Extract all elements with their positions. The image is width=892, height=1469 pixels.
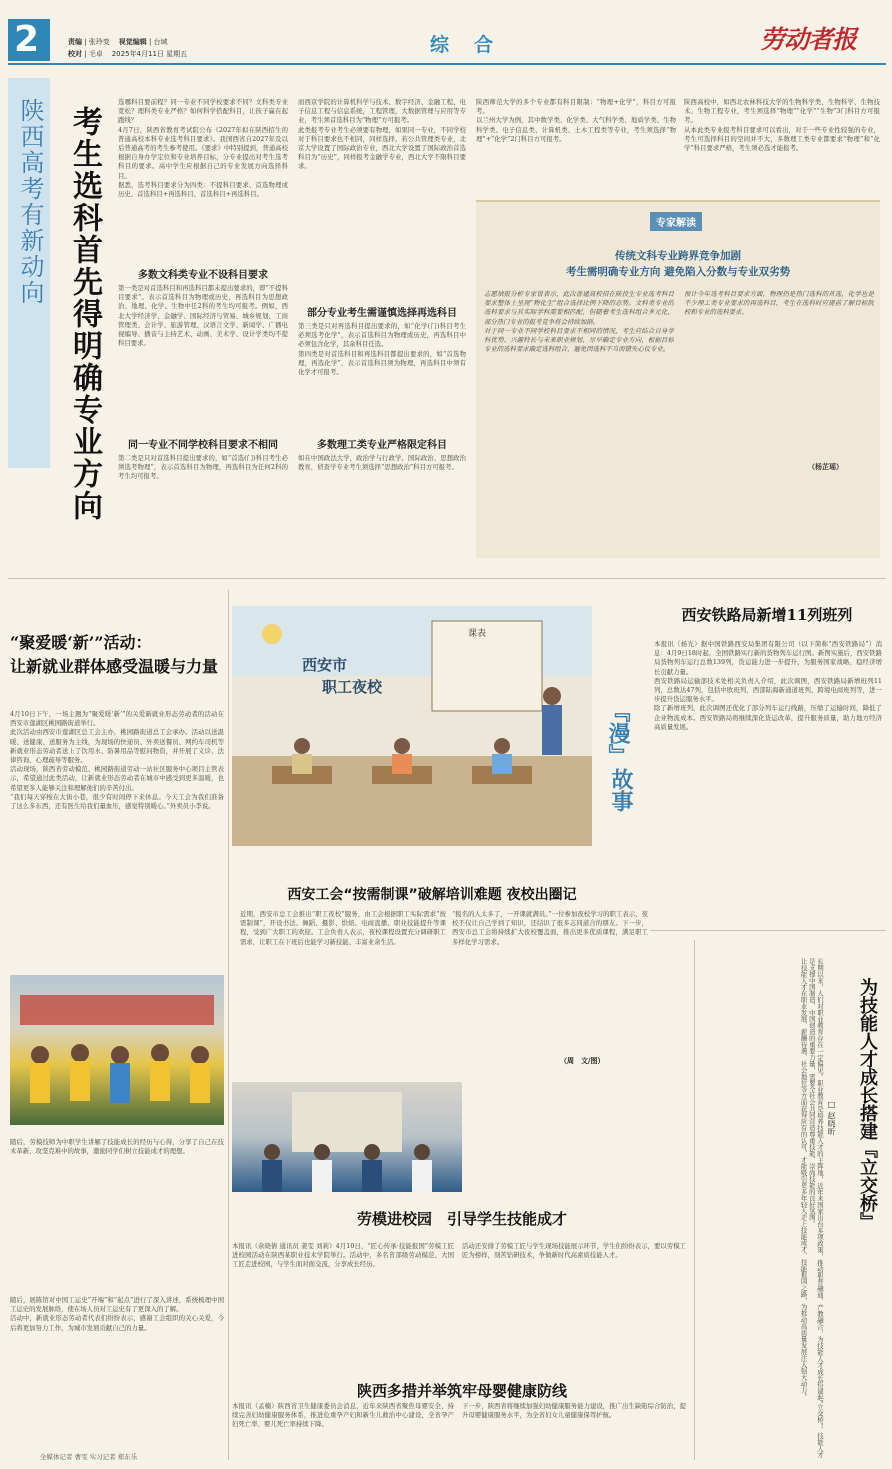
school-photo [232,1082,462,1192]
masthead-logo: 劳动者报 [760,25,857,54]
bottom-left-para: 活动中，新就业形态劳动者代表们纷纷表示，感谢工会组织的关心关爱，今后将更加努力工作，为城市发展贡献自己的力量。 [10,1314,224,1332]
top-feature [8,78,884,568]
col1-para: 4月7日，陕西省教育考试院公布《2027年拟在陕西招生的普通高校本科专业选考科目要求》。我国西省自2027年及以后普通高考的考生参考使用。《要求》中特别提到，普通高校根据自身办学定位和专业培养目标，分专业提出对考生选考科目的要求。高中学生应根据自己的专业发展方向选择科目。 [118,125,288,180]
volunteer-photo [10,975,224,1125]
bottom-left-byline: 全媒体记者 曹雯 实习记者 郑东乐 [40,1453,138,1461]
visual-name: 台域 [153,38,168,46]
col1-para: 第二类是只对首选科目提出要求的，如“首选(门)科目考生必须选考物理”，表示首选科目为物理，再选科目为任何2科的考生均可报考。 [118,454,288,481]
editor-name: 张玲变 [88,38,110,46]
col1-para: 选哪科目要前程？同一专业不同学校要求不同？文科类专业宽松？理科类专业严格？如何科学搭配科目，让孩子赢在起跑线？ [118,98,288,125]
column-rule [228,590,229,1460]
classroom-drawing [232,606,592,846]
railway-para: 西安铁路局运输部技术处相关负责人介绍，此次调图，西安铁路局新增班列11列，总数达47列，包括中欧班列、西部陆海新通道班列、跨境电商班列等，进一步提升货运服务水平。 [654,676,882,704]
col2-para: 而西京学院的计算机科学与技术、数字经济、金融工程、电子信息工程与信息系统，工程管理，大数据管理与应用等专业，考生须首选科目为“物理”方可报考。 [298,98,466,125]
column-rule [650,930,886,931]
health-para: 下一步，陕西省将继续加强妇幼健康服务能力建设，推广出生缺陷综合防治，提升母婴健康服务水平，为全省妇女儿童健康保驾护航。 [462,1402,686,1420]
sign-left: 西安市 [302,656,348,674]
opinion-para: 长期以来，人们对职业教育存在一定偏见。职业教育是培养技能人才的主阵地，近年来国家出台多项政策，推动职普融通、产教融合，为技能人才成长搭建起“立交桥”。技能人才是支撑中国制造、中国创造的重要力量，需要全社会共同营造尊重技能、崇尚技能的良好氛围。 [807,958,824,1458]
col2-para: 第三类是只对再选科目提出要求的，如“化学(门)科目考生必须选考化学”，表示首选科目为物理或历史，再选科目中必须包含化学，其余科目任选。 [298,322,466,349]
left-title-1: “聚爱暖‘新’”活动： [10,633,152,652]
subhead-3: 部分专业考生需谨慎选择再选科目 [307,308,457,319]
manhua-tag-1: 『漫』 [605,700,630,766]
health-title: 陕西多措并举筑牢母婴健康防线 [356,1382,567,1400]
expert-title-2: 考生需明确专业方向 避免陷入分数与专业双劣势 [565,266,791,278]
opinion-para: 让技能人才在职业发展、薪酬待遇、社会地位等方面获得应有的认可，才能吸引更多年轻人走上技能成才、技能报国之路，为推动高质量发展注入强大动力。 [799,958,808,1400]
manhua-para: “报名的人太多了，一开课就满员。”一位参加夜校学习的职工表示，夜校不仅让自己学到了知识，还结识了很多志同道合的朋友。下一步，西安市总工会将持续扩大夜校覆盖面，推出更多优质课程，满足职工多样化学习需求。 [452,910,648,946]
editor-label: 责编 [68,38,82,46]
col2-para: 第四类是对首选科目和再选科目都提出要求的，如“首选物理，再选化学”，表示首选科目须为物理，再选科目中须有化学才可报考。 [298,349,466,377]
left-para: 此次活动由西安市莲湖区总工会主办，桃园路街道总工会承办。活动以送温暖、送健康、送服务为主线，为现场的快递员、外卖送餐员、网约车司机等新就业形态劳动者送上了饮用水、防暑用品等慰问物资，并开展了义诊、法律咨询、心理疏导等服务。 [10,728,224,765]
expert-tag: 专家解读 [650,212,702,231]
manhua-para: 近期，西安市总工会推出“职工夜校”服务，由工会根据职工实际需求“按需制课”，开设书法、舞蹈、摄影、烘焙、电商直播、职业技能提升等课程，受到广大职工的欢迎。工会负责人表示，夜校课程设置充分调研职工需求，让职工在下班后也能学习新技能、丰富业余生活。 [240,910,446,946]
manhua-tag-2: 故事 [608,768,633,812]
subhead-2: 同一专业不同学校科目要求不相同 [128,440,278,451]
school-para: 本报讯（余晓倩 通讯员 姜雯 刘莉）4月10日，“匠心传承·技能报国”劳模工匠进校园活动在陕西某职业技术学院举行。活动中，多名省部级劳动模范、大国工匠走进校园，与学生面对面交流，分享成长经历。 [232,1242,454,1269]
board-label: 课表 [468,629,487,639]
col3-para: 陕西师范大学的多个专业都有科目限制：“物理+化学”，科目方可报考。 [476,98,676,116]
section-title: 综 合 [430,34,497,56]
left-title-2: 让新就业群体感受温暖与力量 [10,657,219,676]
left-para: 活动现场，陕西省劳动模范、桃园路街道劳动一站社区服务中心项目主管表示，希望通过此类活动，让新就业形态劳动者在城市中感受到更多温暖，也希望更多人能够关注和理解他们的辛苦付出。 [10,765,224,792]
column-rule [694,940,695,1460]
school-para: 随后，劳模技师为中职学生讲解了技能成长的经历与心得，分享了自己在技术革新、攻坚克难中的故事，激励同学们树立技能成才的理想。 [10,1138,224,1156]
opinion-author: □ 赵晓昕 [827,1100,836,1136]
col2-para: 此类报考专业考生必须要有物理，如果同一专业，不同学校对于科目要求也不相同，同样选择，若公共管理类专业，北京大学设置了国际政治专业，西北大学设置了国际政治首选科目为“历史”，同样报考金融学专业，西北大学不限科目要求。 [298,125,466,171]
issue-date: 2025年4月11日 星期五 [111,50,188,58]
left-para: 4月10日下午，一场主题为“聚爱暖‘新’”的关爱新就业形态劳动者的活动在西安市莲湖区桃园路街道举行。 [10,710,224,728]
expert-para: 志愿填报分析专家曾表示，此次普通高校招在陕投生专业选考科目要求整体上呈现“物化生”组合选择比例下降的态势。文科类专业的选科要求与其实际学科需要相匹配，但随着考生选科组合多元化，部分热门专业的报考竞争将会持续加剧。 [484,290,674,326]
railway-para: 本报讯（杨光）据中国铁路西安局集团有限公司（以下简称“西安铁路局”）消息：4月9日18时起，全国铁路实行新的货物列车运行图。新图实施后，西安铁路局货物列车运行总数139列，货运能力进一步提升，为服务国家战略、稳经济增长贡献力量。 [654,640,882,676]
page-number: 2 [14,19,40,60]
opinion-title: 为技能人才成长搭建『立交桥』 [857,978,878,1230]
kicker: 陕西高考有新动向 [16,98,44,306]
school-para: 活动还安排了劳模工匠与学生现场技能展示环节，学生们纷纷表示，要以劳模工匠为榜样，刻苦钻研技术，争做新时代高素质技能人才。 [462,1242,686,1260]
col4-para: 从本此类专业报考科目要求可以看出，对于一些专业性较强的专业，考生可选择科目的空间并不大，多数理工类专业都要求“物理”和“化学”科目要求严格，考生须必选才能报考。 [684,125,880,153]
school-photo-people [232,1082,462,1192]
proof-label: 校对 [68,50,82,58]
left-para: “我们每天穿梭在大街小巷，很少有时间停下来休息。今天工会为我们准备了这么多东西，还有医生给我们量血压，感觉特别暖心。”外卖员小李说。 [10,792,224,811]
expert-byline: （杨芷瑶） [808,462,843,471]
expert-title-1: 传统文科专业跨界竞争加剧 [615,250,741,262]
section-divider [8,578,886,579]
col1-para: 第一类是对首选科目和再选科目都未提出要求的，即“不提科目要求”。表示首选科目为物理或历史，再选科目为思想政治、地理、化学、生物中任2科的考生均可报考。例如，西北大学经济学、金融学、国际经济与贸易、城乡规划、工商管理类、会计学、旅游管理、汉语言文学、新闻学、广播电视编导、播音与主持艺术、动画、美术学、设计学类均不提科目要求。 [118,284,288,348]
col2-para: 如在中国政法大学，政治学与行政学、国际政治、思想政治教育，侦查学专业考生须选择“思想政治”科目方可报考。 [298,454,466,472]
col4-para: 陕西高校中，如西北农林科技大学的生物科学类、生物科学、生物技术、生物工程专业，考生须选择“物理”“化学”“生物”3门科目方可报考。 [684,98,880,125]
railway-title: 西安铁路局新增11列班列 [681,606,853,624]
manhua-byline: （周 文/图） [560,1056,605,1065]
headline: 考生选科首先得明确专业方向 [67,106,102,522]
expert-para: 对于同一专业不同学校科目要求不相同的情况，考生应结合自身学科优势、兴趣特长与未来职业规划，尽早确定专业方向，根据目标专业的选科要求确定选科组合，避免因选科不当而错失心仪专业。 [484,326,674,354]
bottom-left-para: 随后，展陈馆对中国工运史“开端”和“起点”进行了深入讲述，系统梳理中国工运史的发展脉络，使在场人员对工运史有了更深入的了解。 [10,1296,224,1314]
expert-para: 预计今年选考科目要求方面，物理仍是热门选科的首选，化学也是不少理工类专业要求的再选科目，考生在选科时应提前了解目标院校和专业的选科要求。 [684,290,874,317]
school-title: 劳模进校园 引导学生技能成才 [356,1210,567,1228]
sign-right: 职工夜校 [322,678,383,696]
header-rule [8,63,886,65]
photo-people [10,975,224,1125]
subhead-1: 多数文科类专业不设科目要求 [138,270,268,281]
manhua-illustration [232,606,592,846]
railway-para: 除了新增班列，此次调图还优化了部分列车运行线路，压缩了运输时间，降低了企业物流成本。西安铁路局将继续深化货运改革，提升服务质量，助力地方经济高质量发展。 [654,704,882,731]
proof-name: 毛卓 [88,50,103,58]
col1-para: 据悉，选考科目要求分为四类：不提科目要求、首选物理或历史、首选科目+再选科目、首选科目+再选科目。 [118,180,288,199]
visual-label: 视觉编辑 [118,38,147,46]
health-para: 本报讯（孟楠）陕西省卫生健康委员会消息，近年来陕西省聚焦母婴安全，持续完善妇幼健康服务体系，推进危重孕产妇和新生儿救治中心建设，全省孕产妇死亡率、婴儿死亡率持续下降。 [232,1402,454,1429]
manhua-title: 西安工会“按需制课”破解培训难题 夜校出圈记 [287,887,577,903]
subhead-4: 多数理工类专业严格限定科目 [317,440,447,451]
col3-para: 以兰州大学为例，其中数学类、化学类、大气科学类、地质学类、生物科学类、电子信息类、计算机类、土木工程类等专业，考生须选择“物理”+“化学”2门科目方可报考。 [476,116,676,143]
page-header: 2 责编 | 张玲变 视觉编辑 | 台域 校对 | 毛卓 2025年4月11日 星期五 综 合 劳动者报 [0,0,892,66]
